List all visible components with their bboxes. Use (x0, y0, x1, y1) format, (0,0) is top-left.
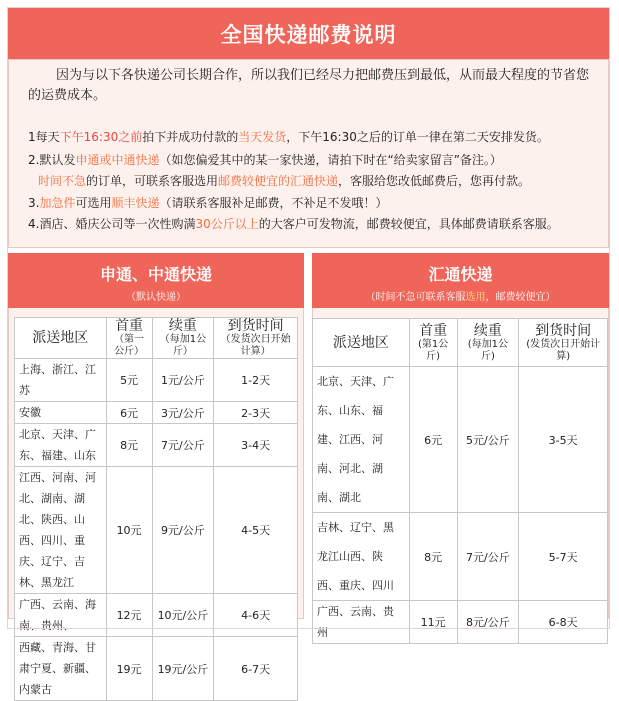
header-time-sub: （发货次日开始计算） (220, 334, 291, 357)
table-row (313, 601, 608, 644)
row-extra: 19元/公斤 (152, 637, 214, 701)
left-panel-header (8, 253, 304, 308)
right-panel-subtitle-b: 选用 (465, 292, 486, 303)
row-area: 北京、天津、广东、山东、福建、江西、河南、河北、湖南、湖北 (313, 367, 410, 513)
row-time: 4-5天 (214, 467, 298, 594)
rule-4-weight: 30公斤以上 (195, 217, 259, 231)
rule-3 (28, 194, 594, 212)
rule-1-text: ，下午16:30之后的订单一律在第二天安排发货。 (286, 130, 549, 144)
row-first: 12元 (106, 594, 152, 637)
rule-2b-huitong: 邮费较便宜的汇通快递 (218, 174, 339, 188)
row-first: 8元 (106, 424, 152, 467)
table-row (15, 402, 298, 424)
left-panel-title: 申通、中通快递 (99, 265, 212, 284)
rule-4 (28, 215, 594, 233)
table-row (15, 467, 298, 594)
rule-3-sf-express: 顺丰快递 (111, 196, 160, 210)
row-extra: 8元/公斤 (457, 601, 519, 644)
row-first: 11元 (409, 601, 457, 644)
row-first: 10元 (106, 467, 152, 594)
row-time: 5-7天 (519, 513, 608, 601)
row-time: 1-2天 (214, 359, 298, 402)
rule-4-text: 4.酒店、婚庆公司等一次性购满 (28, 217, 196, 231)
right-panel-subtitle (312, 288, 609, 303)
rule-2b-not-urgent: 时间不急 (38, 174, 87, 188)
rule-2b (38, 172, 604, 190)
header-first (409, 319, 457, 367)
row-first: 6元 (106, 402, 152, 424)
right-panel-subtitle-a: （时间不急可联系客服 (365, 292, 466, 303)
right-panel-header (312, 253, 609, 308)
left-rate-table (14, 317, 298, 701)
rule-3-text: 可选用 (75, 196, 112, 210)
row-extra: 1元/公斤 (152, 359, 214, 402)
page-title: 全国快递邮费说明 (8, 8, 609, 59)
header-first-label: 首重 (419, 322, 448, 339)
row-time: 3-5天 (519, 367, 608, 513)
row-area: 北京、天津、广东、福建、山东 (15, 424, 107, 467)
header-area: 派送地区 (313, 319, 410, 367)
rule-2-text: 2.默认发 (28, 153, 76, 167)
right-panel-title: 汇通快递 (428, 265, 493, 284)
table-row (15, 359, 298, 402)
header-extra-sub: （每加1公斤） (159, 334, 207, 357)
left-panel-subtitle: （默认快递） (126, 292, 186, 303)
row-area: 上海、浙江、江苏 (15, 359, 107, 402)
row-area: 广西、云南、贵州 (313, 601, 410, 644)
header-time-label: 到货时间 (227, 318, 284, 334)
row-time: 3-4天 (214, 424, 298, 467)
header-extra (457, 319, 519, 367)
header-first-sub: （第一公斤） (114, 334, 145, 357)
header-first (106, 318, 152, 359)
header-first-sub: (第1公斤) (417, 338, 449, 362)
rule-3-text: （请联系客服补足邮费，不补足不发哦！） (159, 196, 388, 210)
row-extra: 7元/公斤 (152, 424, 214, 467)
rule-1-text: 拍下并成功付款的 (142, 130, 239, 144)
rule-2-carriers: 申通或中通快递 (75, 153, 160, 167)
row-extra: 10元/公斤 (152, 594, 214, 637)
intro-text: 因为与以下各快递公司长期合作，所以我们已经尽力把邮费压到最低，从而最大程度的节省您的运费成本。 (28, 68, 590, 103)
row-extra: 5元/公斤 (457, 367, 519, 513)
header-time-label: 到货时间 (535, 322, 592, 339)
table-header-row (313, 319, 608, 367)
rule-2 (28, 151, 594, 169)
header-time (519, 319, 608, 367)
row-extra: 7元/公斤 (457, 513, 519, 601)
row-time: 6-7天 (214, 637, 298, 701)
row-extra: 3元/公斤 (152, 402, 214, 424)
header-first-label: 首重 (115, 318, 144, 334)
header-area: 派送地区 (15, 318, 107, 359)
row-first: 5元 (106, 359, 152, 402)
rule-2b-text: ，客服给您改低邮费后，您再付款。 (338, 174, 531, 188)
header-extra-label: 续重 (168, 318, 197, 334)
rule-1 (28, 128, 594, 146)
rule-1-same-day: 当天发货 (238, 130, 287, 144)
table-row (313, 513, 608, 601)
header-extra-sub: (每加1公斤) (467, 338, 509, 362)
row-time: 2-3天 (214, 402, 298, 424)
row-area: 江西、河南、河北、湖南、湖北、陕西、山西、四川、重庆、辽宁、吉林、黑龙江 (15, 467, 107, 594)
header-time (214, 318, 298, 359)
rule-3-text: 3. (28, 196, 40, 210)
table-row (15, 424, 298, 467)
row-area: 吉林、辽宁、黑龙江山西、陕西、重庆、四川 (313, 513, 410, 601)
rule-3-urgent: 加急件 (39, 196, 76, 210)
rule-1-text: 1每天 (28, 130, 60, 144)
rule-2-text: （如您偏爱其中的某一家快递，请拍下时在“给卖家留言”备注。） (159, 153, 502, 167)
row-time: 6-8天 (519, 601, 608, 644)
table-row (15, 594, 298, 637)
header-time-sub: (发货次日开始计算) (526, 338, 601, 362)
header-extra (152, 318, 214, 359)
row-area: 西藏、青海、甘肃宁夏、新疆、内蒙古 (15, 637, 107, 701)
rule-4-text: 的大客户可发物流，邮费较便宜，具体邮费请联系客服。 (258, 217, 559, 231)
rule-2b-text: 的订单，可联系客服选用 (86, 174, 219, 188)
right-panel-subtitle-c: ，邮费较便宜） (485, 292, 556, 303)
rule-1-cutoff: 下午16:30之前 (59, 130, 143, 144)
right-rate-table (312, 318, 608, 644)
table-header-row (15, 318, 298, 359)
row-area: 广西、云南、海南、贵州、 (15, 594, 107, 637)
header-extra-label: 续重 (473, 322, 502, 339)
row-first: 6元 (409, 367, 457, 513)
row-area: 安徽 (15, 402, 107, 424)
table-row (15, 637, 298, 701)
row-first: 19元 (106, 637, 152, 701)
row-time: 4-6天 (214, 594, 298, 637)
row-first: 8元 (409, 513, 457, 601)
row-extra: 9元/公斤 (152, 467, 214, 594)
table-row (313, 367, 608, 513)
